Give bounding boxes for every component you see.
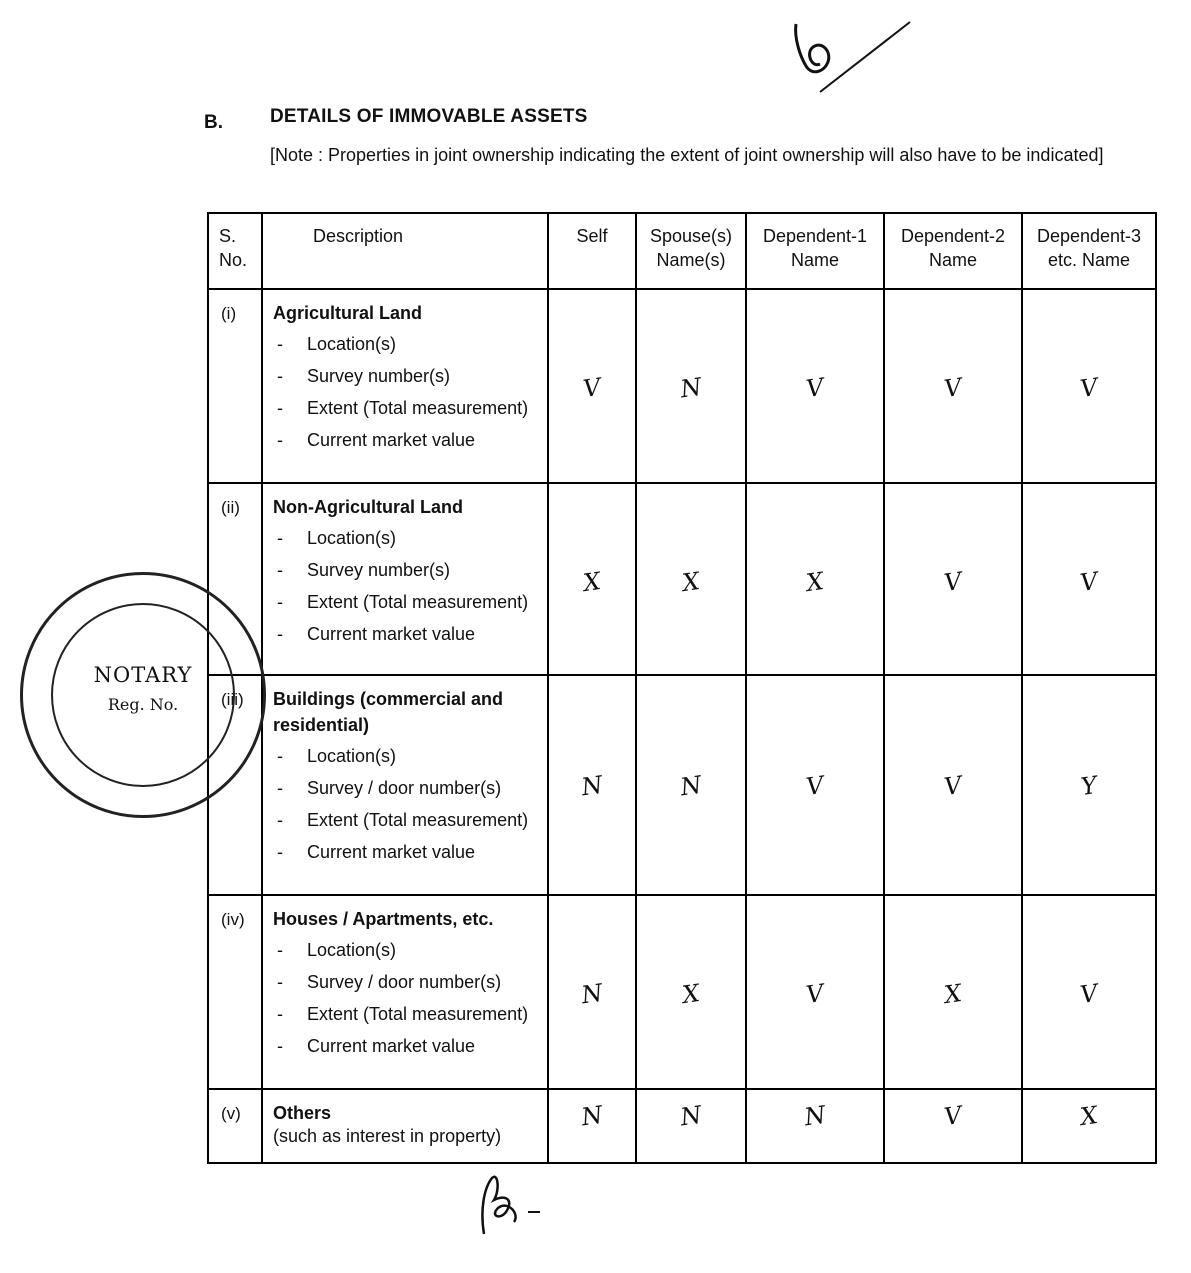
table-row — [208, 895, 1156, 1089]
row-title: Agricultural Land — [273, 303, 423, 323]
hand-mark: V — [1078, 566, 1100, 597]
row-description — [262, 895, 548, 1089]
hand-mark: V — [1078, 979, 1100, 1010]
list-item: - Extent (Total measurement) — [273, 1002, 541, 1027]
row-description — [262, 483, 548, 675]
table-row — [208, 289, 1156, 483]
cell-dependent-1 — [746, 1089, 884, 1163]
hand-mark: V — [804, 979, 826, 1010]
list-item: - Current market value — [273, 1034, 541, 1059]
row-description — [262, 1089, 548, 1163]
table-row — [208, 1089, 1156, 1163]
row-subtitle: (such as interest in property) — [273, 1126, 502, 1146]
list-item: - Survey number(s) — [273, 364, 541, 389]
hand-mark: V — [942, 770, 964, 801]
hand-mark: V — [804, 770, 826, 801]
header-dependent-2: Dependent-2 Name — [884, 213, 1022, 289]
hand-mark: N — [802, 1100, 828, 1131]
cell-spouse — [636, 289, 746, 483]
list-item: - Survey number(s) — [273, 558, 541, 583]
signature-top — [790, 18, 920, 98]
hand-mark: X — [804, 566, 826, 597]
cell-dependent-3 — [1022, 483, 1156, 675]
header-dependent-3: Dependent-3 etc. Name — [1022, 213, 1156, 289]
hand-mark: X — [680, 979, 702, 1010]
hand-mark: N — [678, 1100, 704, 1131]
section-note: [Note : Properties in joint ownership indicating the extent of joint ownership will also have to be indicated] — [270, 145, 1104, 165]
row-sno: (iv) — [208, 895, 262, 1089]
cell-dependent-3 — [1022, 289, 1156, 483]
hand-mark: V — [942, 373, 964, 404]
list-item: - Location(s) — [273, 744, 541, 769]
row-title: Non-Agricultural Land — [273, 497, 463, 517]
stamp-title: NOTARY — [93, 663, 193, 687]
cell-dependent-1 — [746, 483, 884, 675]
row-sno: (ii) — [208, 483, 262, 675]
list-item: - Location(s) — [273, 526, 541, 551]
cell-dependent-1 — [746, 895, 884, 1089]
row-title: Houses / Apartments, etc. — [273, 909, 494, 929]
stamp-reg: Reg. No. — [107, 695, 179, 714]
cell-dependent-3 — [1022, 895, 1156, 1089]
cell-self — [548, 289, 636, 483]
hand-mark: V — [1078, 373, 1100, 404]
hand-mark: N — [579, 979, 605, 1010]
table-row — [208, 483, 1156, 675]
cell-self — [548, 483, 636, 675]
cell-dependent-3 — [1022, 1089, 1156, 1163]
list-item: - Survey / door number(s) — [273, 776, 541, 801]
section-title: DETAILS OF IMMOVABLE ASSETS — [270, 106, 588, 127]
list-item: - Location(s) — [273, 332, 541, 357]
cell-dependent-2 — [884, 895, 1022, 1089]
table-row — [208, 675, 1156, 895]
list-item: - Location(s) — [273, 938, 541, 963]
list-item: - Current market value — [273, 622, 541, 647]
list-item: - Current market value — [273, 840, 541, 865]
cell-dependent-1 — [746, 675, 884, 895]
list-item: - Extent (Total measurement) — [273, 396, 541, 421]
row-title: Others — [273, 1103, 332, 1123]
row-sno: (v) — [208, 1089, 262, 1163]
cell-spouse — [636, 675, 746, 895]
hand-mark: V — [942, 566, 964, 597]
header-description: Description — [262, 213, 548, 289]
cell-self — [548, 1089, 636, 1163]
row-sno: (iii) — [208, 675, 262, 895]
list-item: - Extent (Total measurement) — [273, 590, 541, 615]
cell-dependent-2 — [884, 675, 1022, 895]
header-sno: S. No. — [208, 213, 262, 289]
cell-self — [548, 895, 636, 1089]
cell-spouse — [636, 483, 746, 675]
cell-dependent-2 — [884, 483, 1022, 675]
row-title: Buildings (commercial and residential) — [273, 689, 504, 735]
section-letter: B. — [204, 112, 223, 133]
hand-mark: X — [581, 566, 603, 597]
immovable-assets-table — [207, 212, 1157, 1164]
hand-mark: V — [804, 373, 826, 404]
header-spouse: Spouse(s) Name(s) — [636, 213, 746, 289]
hand-mark: N — [678, 770, 704, 802]
header-self: Self — [548, 213, 636, 289]
cell-spouse — [636, 895, 746, 1089]
signature-bottom — [470, 1170, 560, 1240]
list-item: - Survey / door number(s) — [273, 970, 541, 995]
list-item: - Current market value — [273, 428, 541, 453]
row-description — [262, 289, 548, 483]
hand-mark: N — [678, 373, 704, 404]
notary-stamp — [20, 572, 266, 818]
list-item: - Extent (Total measurement) — [273, 808, 541, 833]
table-header-row — [208, 213, 1156, 289]
cell-self — [548, 675, 636, 895]
hand-mark: V — [942, 1100, 964, 1131]
row-sno: (i) — [208, 289, 262, 483]
hand-mark: Y — [1079, 770, 1099, 801]
hand-mark: V — [581, 373, 603, 404]
cell-dependent-3 — [1022, 675, 1156, 895]
cell-dependent-1 — [746, 289, 884, 483]
hand-mark: X — [1078, 1100, 1100, 1131]
cell-dependent-2 — [884, 1089, 1022, 1163]
row-description — [262, 675, 548, 895]
hand-mark: N — [579, 770, 605, 802]
hand-mark: X — [680, 566, 702, 597]
hand-mark: X — [942, 979, 964, 1010]
cell-spouse — [636, 1089, 746, 1163]
header-dependent-1: Dependent-1 Name — [746, 213, 884, 289]
cell-dependent-2 — [884, 289, 1022, 483]
hand-mark: N — [579, 1100, 605, 1131]
